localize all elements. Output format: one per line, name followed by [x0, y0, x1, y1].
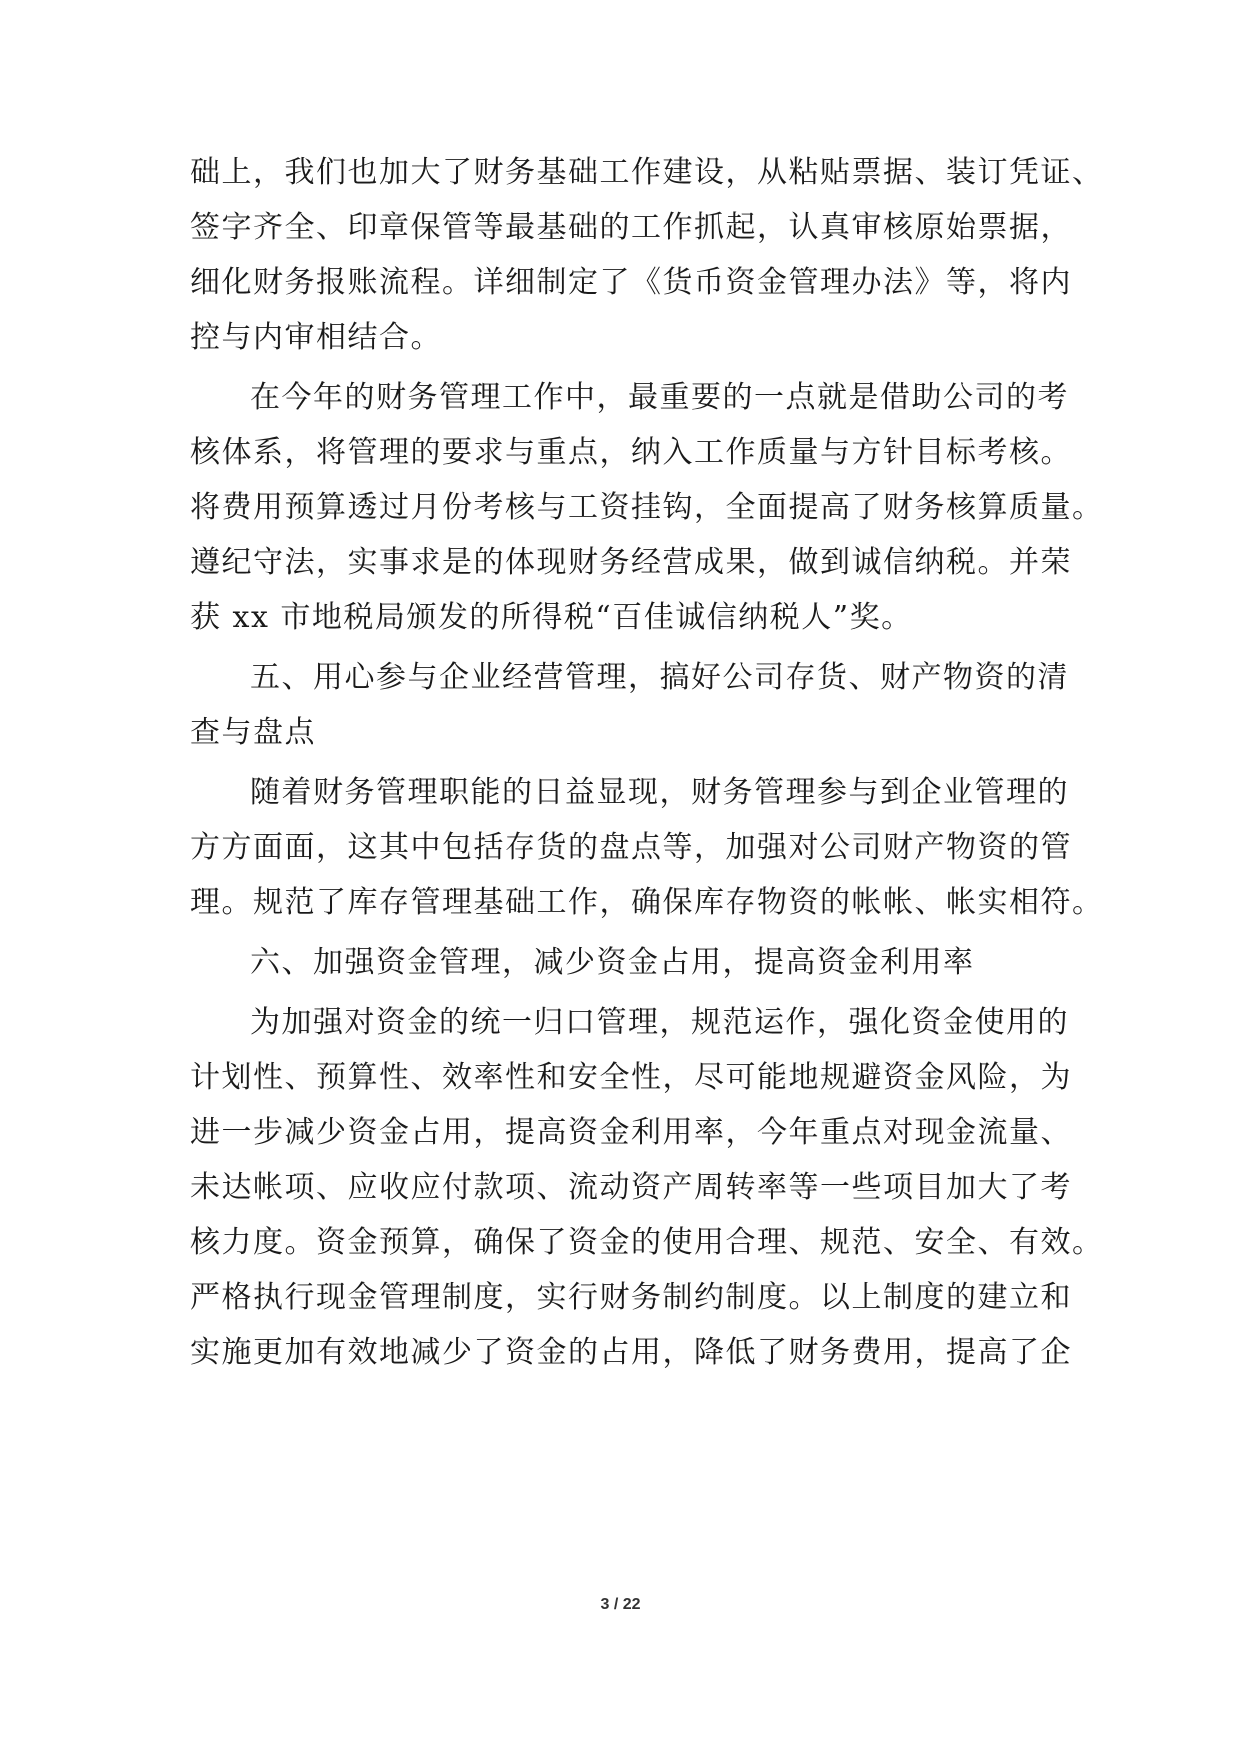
paragraph-line: 核力度。资金预算，确保了资金的使用合理、规范、安全、有效。 — [190, 1225, 1104, 1260]
page-number: 3 / 22 — [600, 1596, 641, 1613]
paragraph-line: 进一步减少资金占用，提高资金利用率，今年重点对现金流量、 — [190, 1115, 1072, 1150]
paragraph-line: 遵纪守法，实事求是的体现财务经营成果，做到诚信纳税。并荣 — [190, 545, 1072, 580]
paragraph-line: 将费用预算透过月份考核与工资挂钩，全面提高了财务核算质量。 — [190, 490, 1104, 525]
section-heading: 查与盘点 — [190, 715, 316, 750]
paragraph-line: 获 xx 市地税局颁发的所得税“百佳诚信纳税人”奖。 — [190, 600, 913, 635]
paragraph-line: 方方面面，这其中包括存货的盘点等，加强对公司财产物资的管 — [190, 830, 1072, 865]
paragraph-line: 未达帐项、应收应付款项、流动资产周转率等一些项目加大了考 — [190, 1170, 1072, 1205]
paragraph-line: 础上，我们也加大了财务基础工作建设，从粘贴票据、装订凭证、 — [190, 155, 1104, 190]
paragraph-line: 计划性、预算性、效率性和安全性，尽可能地规避资金风险，为 — [190, 1060, 1072, 1095]
paragraph-line: 在今年的财务管理工作中，最重要的一点就是借助公司的考 — [250, 380, 1069, 415]
paragraph-line: 签字齐全、印章保管等最基础的工作抓起，认真审核原始票据， — [190, 210, 1072, 245]
section-heading: 六、加强资金管理，减少资金占用，提高资金利用率 — [250, 945, 975, 980]
paragraph-line: 随着财务管理职能的日益显现，财务管理参与到企业管理的 — [250, 775, 1069, 810]
paragraph-line: 细化财务报账流程。详细制定了《货币资金管理办法》等，将内 — [190, 265, 1072, 300]
paragraph-line: 为加强对资金的统一归口管理，规范运作，强化资金使用的 — [250, 1005, 1069, 1040]
paragraph-line: 核体系，将管理的要求与重点，纳入工作质量与方针目标考核。 — [190, 435, 1072, 470]
paragraph-line: 控与内审相结合。 — [190, 320, 442, 355]
paragraph-line: 严格执行现金管理制度，实行财务制约制度。以上制度的建立和 — [190, 1280, 1072, 1315]
paragraph-line: 实施更加有效地减少了资金的占用，降低了财务费用，提高了企 — [190, 1335, 1072, 1370]
section-heading: 五、用心参与企业经营管理，搞好公司存货、财产物资的清 — [250, 660, 1069, 695]
paragraph-line: 理。规范了库存管理基础工作，确保库存物资的帐帐、帐实相符。 — [190, 885, 1104, 920]
